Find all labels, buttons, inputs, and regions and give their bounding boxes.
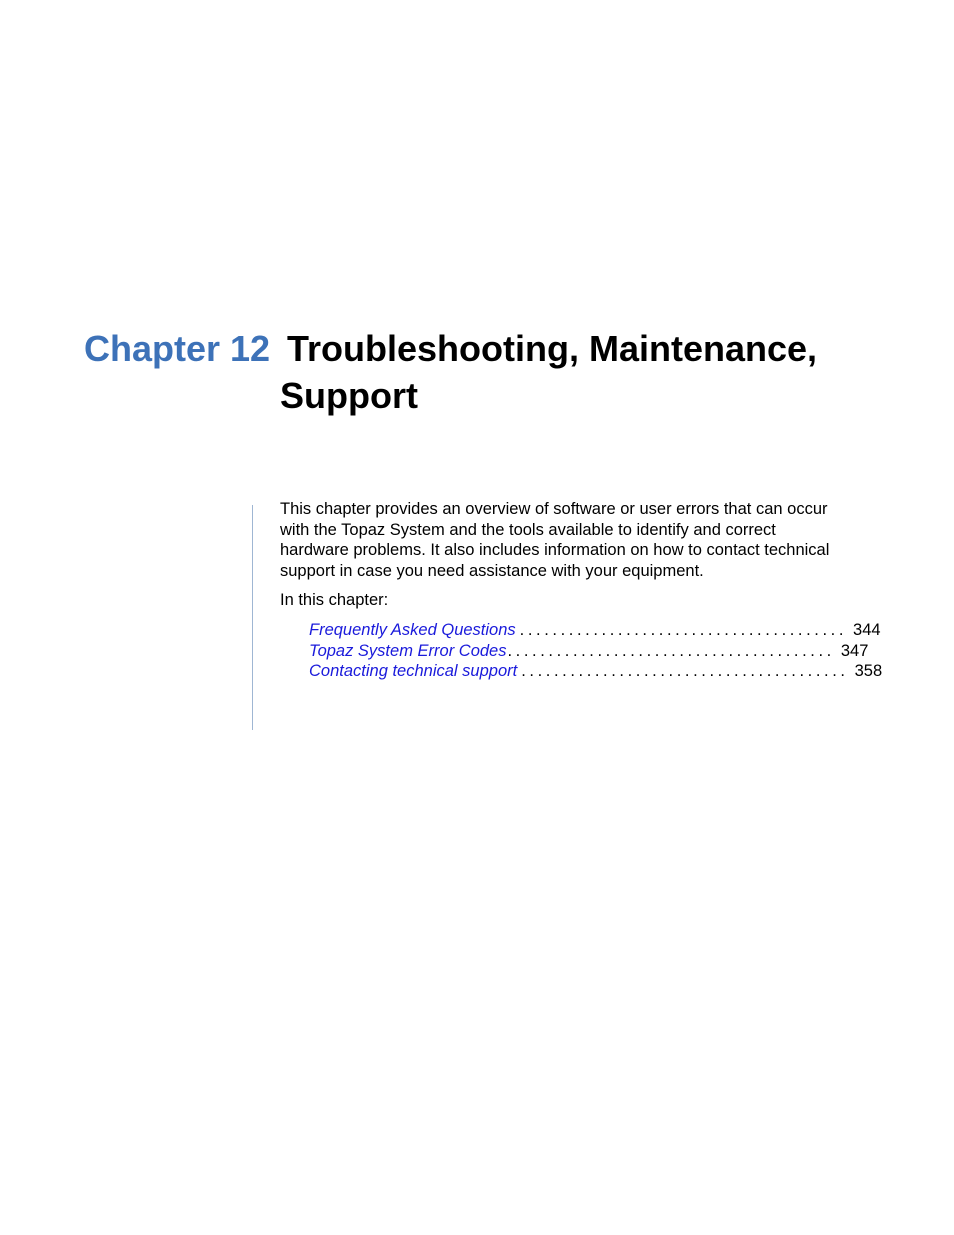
chapter-intro-paragraph: This chapter provides an overview of software or user errors that can occur with the Topaz System and the tools available to identify and correct hardware problems. It also includes information on how to contact technical support in case you need assistance with your equipment. bbox=[280, 500, 830, 580]
chapter-contents-list bbox=[309, 620, 883, 682]
toc-page-number: 358 bbox=[854, 662, 883, 680]
toc-dot-leader: ........................................ bbox=[519, 621, 848, 639]
toc-link-error-codes[interactable]: Topaz System Error Codes bbox=[309, 641, 507, 660]
in-this-chapter-label: In this chapter: bbox=[280, 591, 389, 609]
toc-dot-leader: ........................................ bbox=[521, 662, 849, 680]
toc-entry-technical-support bbox=[309, 661, 883, 682]
chapter-number: Chapter 12 bbox=[84, 328, 271, 369]
toc-link-faq[interactable]: Frequently Asked Questions bbox=[309, 621, 516, 639]
margin-rule bbox=[252, 505, 253, 730]
toc-entry-error-codes bbox=[309, 641, 869, 662]
chapter-title-line-1: Troubleshooting, Maintenance, bbox=[287, 328, 818, 369]
toc-page-number: 347 bbox=[840, 641, 869, 660]
chapter-title-line-2: Support bbox=[280, 375, 418, 416]
toc-link-technical-support[interactable]: Contacting technical support bbox=[309, 662, 518, 680]
toc-entry-faq bbox=[309, 620, 881, 641]
toc-page-number: 344 bbox=[853, 621, 881, 639]
toc-dot-leader: ........................................ bbox=[507, 641, 835, 660]
